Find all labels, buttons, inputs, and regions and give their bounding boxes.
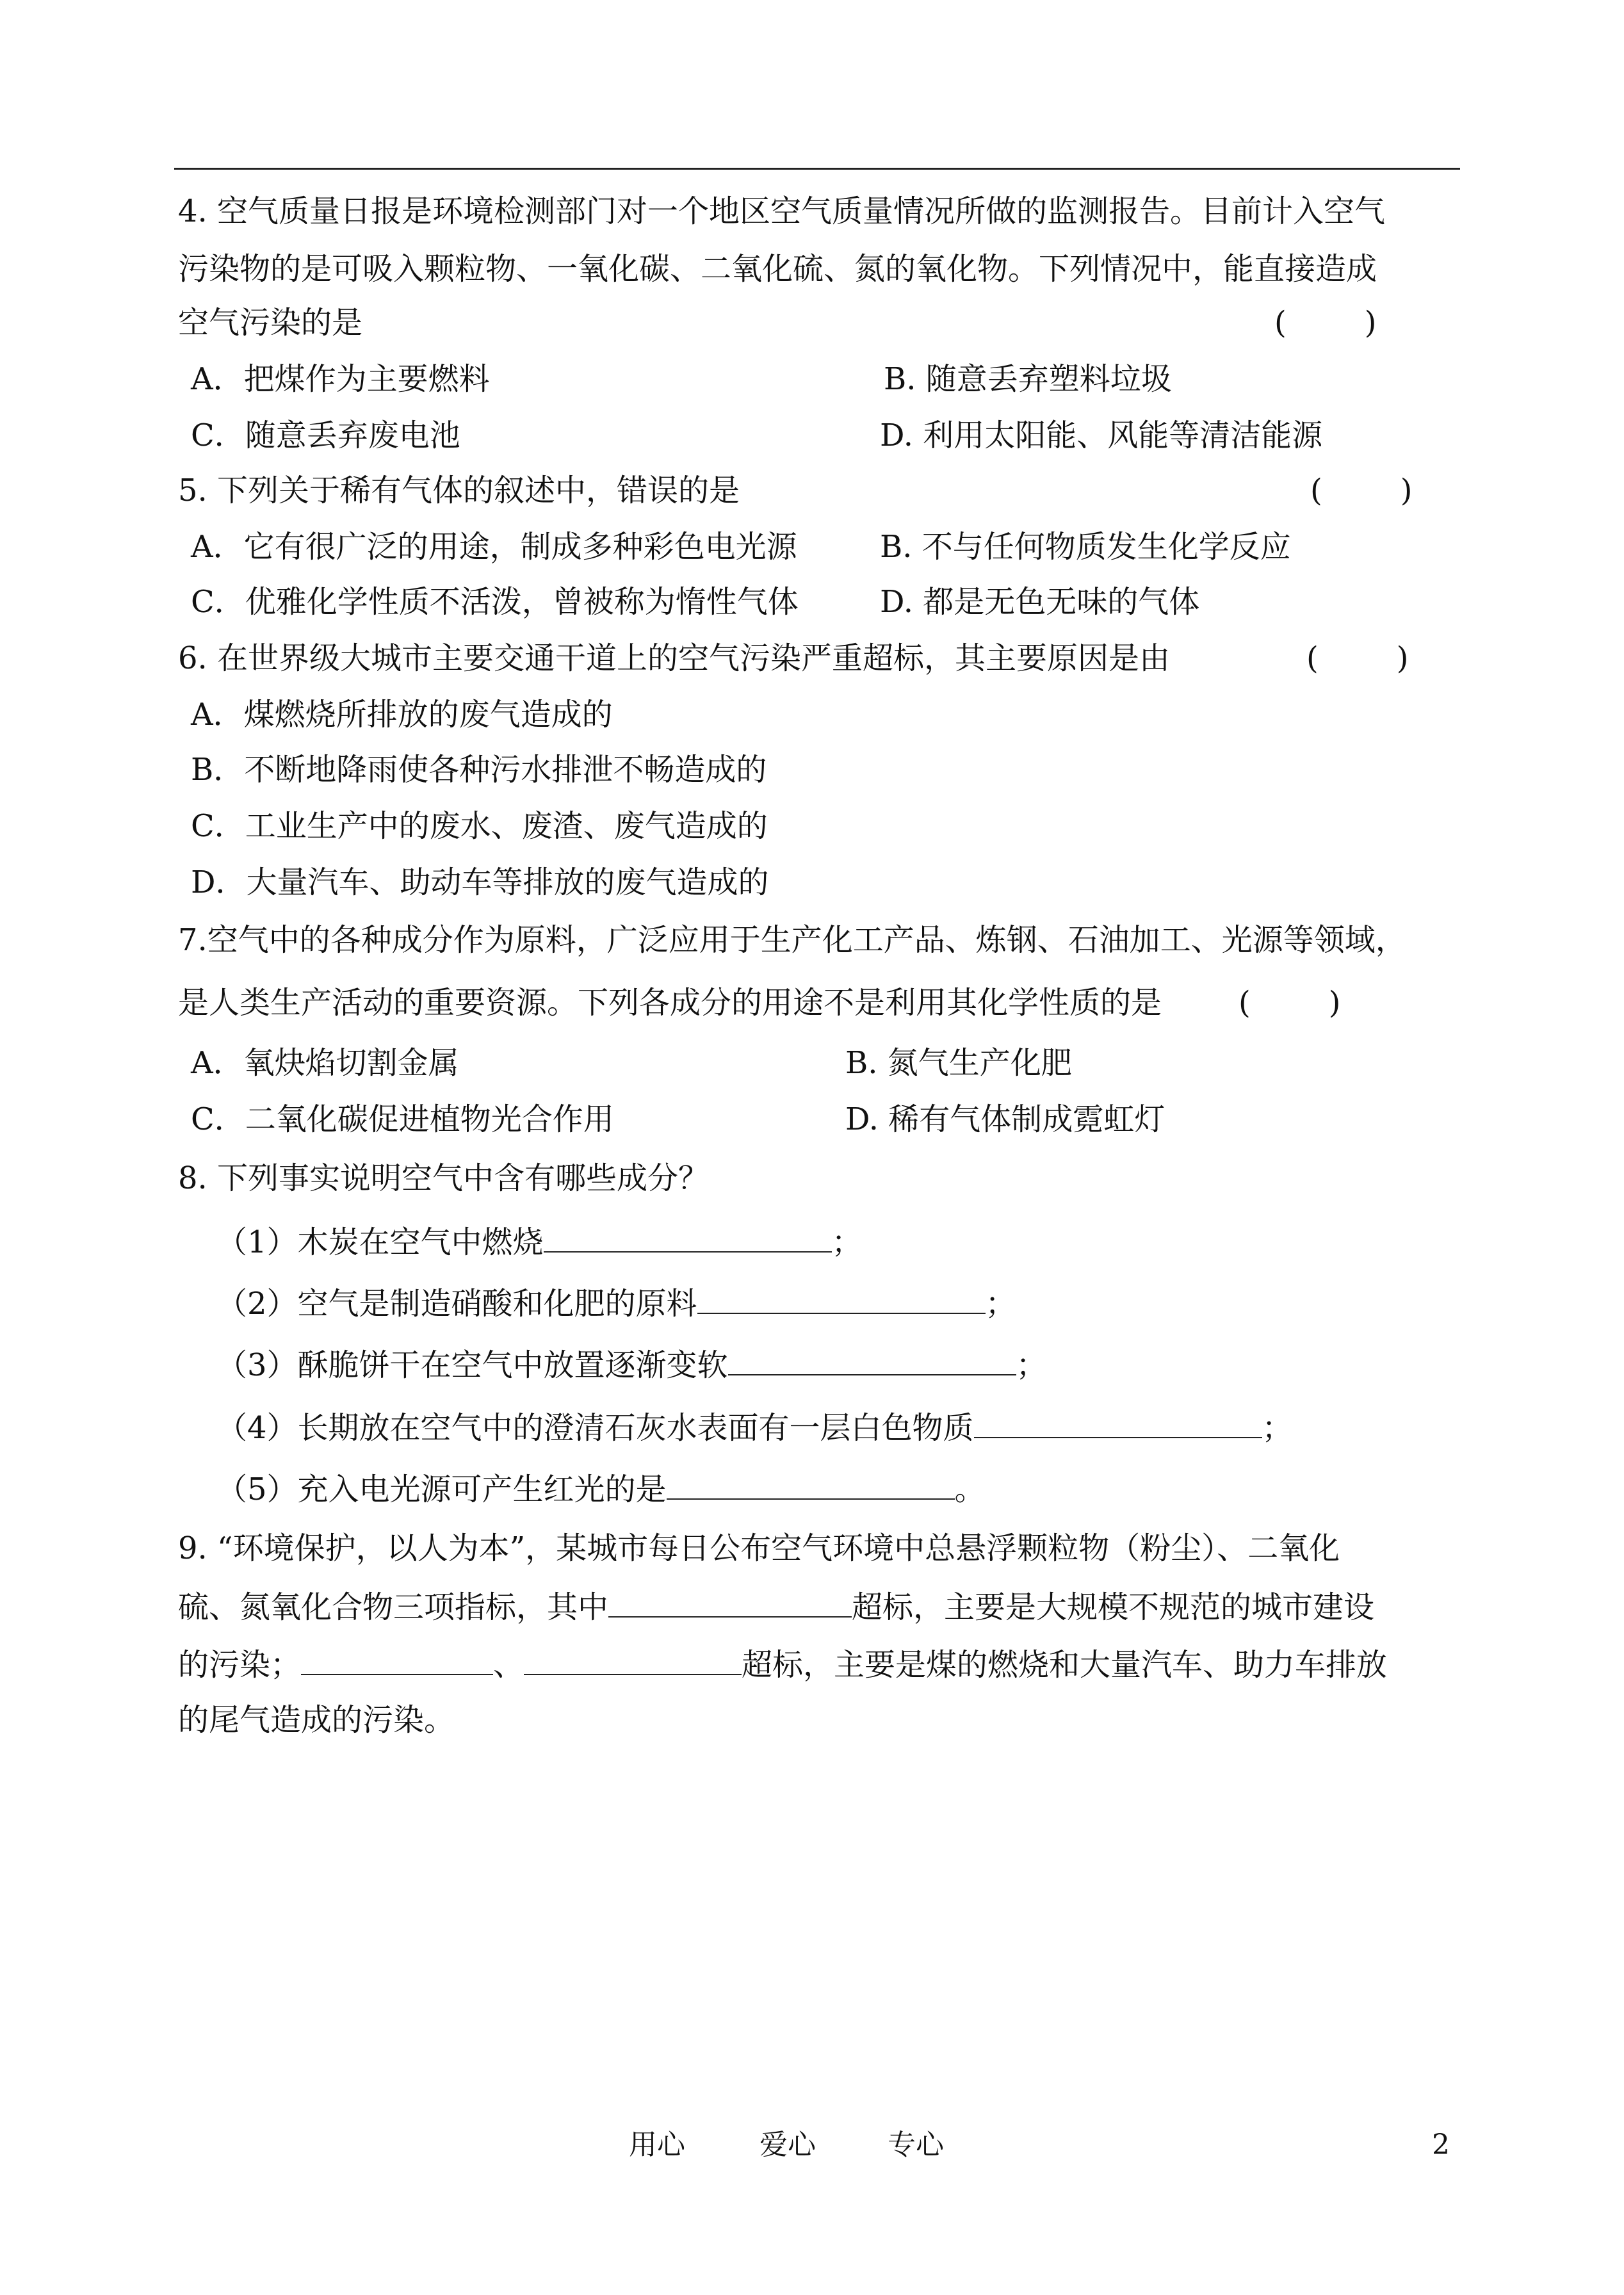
q8-item-4-text: （4）长期放在空气中的澄清石灰水表面有一层白色物质 [216,1410,974,1446]
q8-item-4-end: ； [1262,1410,1293,1446]
q9-line3-sep: 、 [493,1647,524,1683]
q6-option-b: B．不断地降雨使各种污水排泄不畅造成的 [191,752,767,788]
q6-option-a: A．煤燃烧所排放的废气造成的 [191,697,613,733]
q7-option-c: C．二氧化碳促进植物光合作用 [191,1101,614,1137]
q9-stem-line4: 的尾气造成的污染。 [178,1702,455,1738]
q4-option-c: C．随意丢弃废电池 [191,418,460,453]
q4-option-d: D. 利用太阳能、风能等清洁能源 [880,418,1323,453]
q5-option-c: C．优雅化学性质不活泼，曾被称为惰性气体 [191,584,799,620]
q8-item-4-blank[interactable] [974,1407,1262,1438]
q8-item-3-text: （3）酥脆饼干在空气中放置逐渐变软 [216,1347,728,1383]
q8-stem: 8. 下列事实说明空气中含有哪些成分？ [178,1160,710,1196]
q6-option-d: D．大量汽车、助动车等排放的废气造成的 [191,864,769,900]
q8-item-5-blank[interactable] [667,1469,955,1500]
q4-answer-paren: ( ) [1274,305,1377,341]
q8-item-2-end: ； [985,1286,1016,1322]
q7-option-d: D. 稀有气体制成霓虹灯 [845,1101,1165,1137]
q4-stem-line2: 污染物的是可吸入颗粒物、一氧化碳、二氧化硫、氮的氧化物。下列情况中，能直接造成 [178,251,1377,287]
q5-option-d: D. 都是无色无味的气体 [880,584,1200,620]
q6-answer-paren: ( ) [1306,640,1409,676]
q8-item-1-blank[interactable] [544,1222,832,1253]
q4-stem-line3: 空气污染的是 [178,305,363,341]
q8-item-1 [216,1222,863,1261]
footer-text-b: 爱心 [759,2129,816,2161]
q9-blank-1[interactable] [608,1587,852,1618]
q8-item-5-text: （5）充入电光源可产生红光的是 [216,1472,667,1507]
q7-stem-line1: 7.空气中的各种成分作为原料，广泛应用于生产化工产品、炼钢、石油加工、光源等领域， [178,922,1406,958]
q6-option-c: C．工业生产中的废水、废渣、废气造成的 [191,808,768,844]
q7-answer-paren: ( ) [1238,985,1341,1021]
q8-item-5-end: 。 [954,1472,986,1507]
q9-line3-text-a: 的污染； [178,1647,302,1683]
header-rule [174,168,1460,170]
q9-line2-text-a: 硫、氮氧化合物三项指标，其中 [178,1589,609,1625]
q8-item-2-blank[interactable] [697,1283,986,1314]
q5-answer-paren: ( ) [1310,473,1413,508]
q8-item-1-end: ； [831,1224,863,1260]
q8-item-2 [216,1283,1016,1323]
q9-stem-line2 [178,1587,1374,1626]
q9-stem-line3 [178,1644,1387,1684]
q9-line3-text-b: 超标，主要是煤的燃烧和大量汽车、助力车排放 [742,1647,1388,1683]
q7-stem-line2: 是人类生产活动的重要资源。下列各成分的用途不是利用其化学性质的是 [178,985,1162,1021]
footer-text-a: 用心 [629,2129,685,2161]
footer-text-c: 专心 [888,2129,944,2161]
q8-item-4 [216,1407,1293,1447]
q9-blank-2[interactable] [301,1644,493,1675]
q8-item-3-blank[interactable] [728,1345,1016,1375]
q8-item-3 [216,1345,1047,1384]
q5-option-b: B. 不与任何物质发生化学反应 [880,529,1291,565]
q9-blank-3[interactable] [524,1644,742,1675]
q4-option-b: B. 随意丢弃塑料垃圾 [884,361,1172,397]
q4-option-a: A．把煤作为主要燃料 [191,361,490,397]
q8-item-5 [216,1469,986,1509]
q4-stem-line1: 4. 空气质量日报是环境检测部门对一个地区空气质量情况所做的监测报告。目前计入空气 [178,193,1386,229]
q7-option-b: B. 氮气生产化肥 [845,1045,1072,1081]
q9-stem-line1: 9. “环境保护，以人为本”，某城市每日公布空气环境中总悬浮颗粒物（粉尘）、二氧化 [178,1530,1340,1566]
q5-option-a: A．它有很广泛的用途，制成多种彩色电光源 [191,529,797,565]
q7-option-a: A．氧炔焰切割金属 [191,1045,459,1081]
page-number: 2 [1432,2129,1450,2161]
q6-stem: 6. 在世界级大城市主要交通干道上的空气污染严重超标，其主要原因是由 [178,640,1171,676]
q9-line2-text-b: 超标，主要是大规模不规范的城市建设 [852,1589,1375,1625]
q8-item-2-text: （2）空气是制造硝酸和化肥的原料 [216,1286,697,1322]
q5-stem: 5. 下列关于稀有气体的叙述中，错误的是 [178,473,740,508]
q8-item-3-end: ； [1016,1347,1047,1383]
q8-item-1-text: （1）木炭在空气中燃烧 [216,1224,544,1260]
